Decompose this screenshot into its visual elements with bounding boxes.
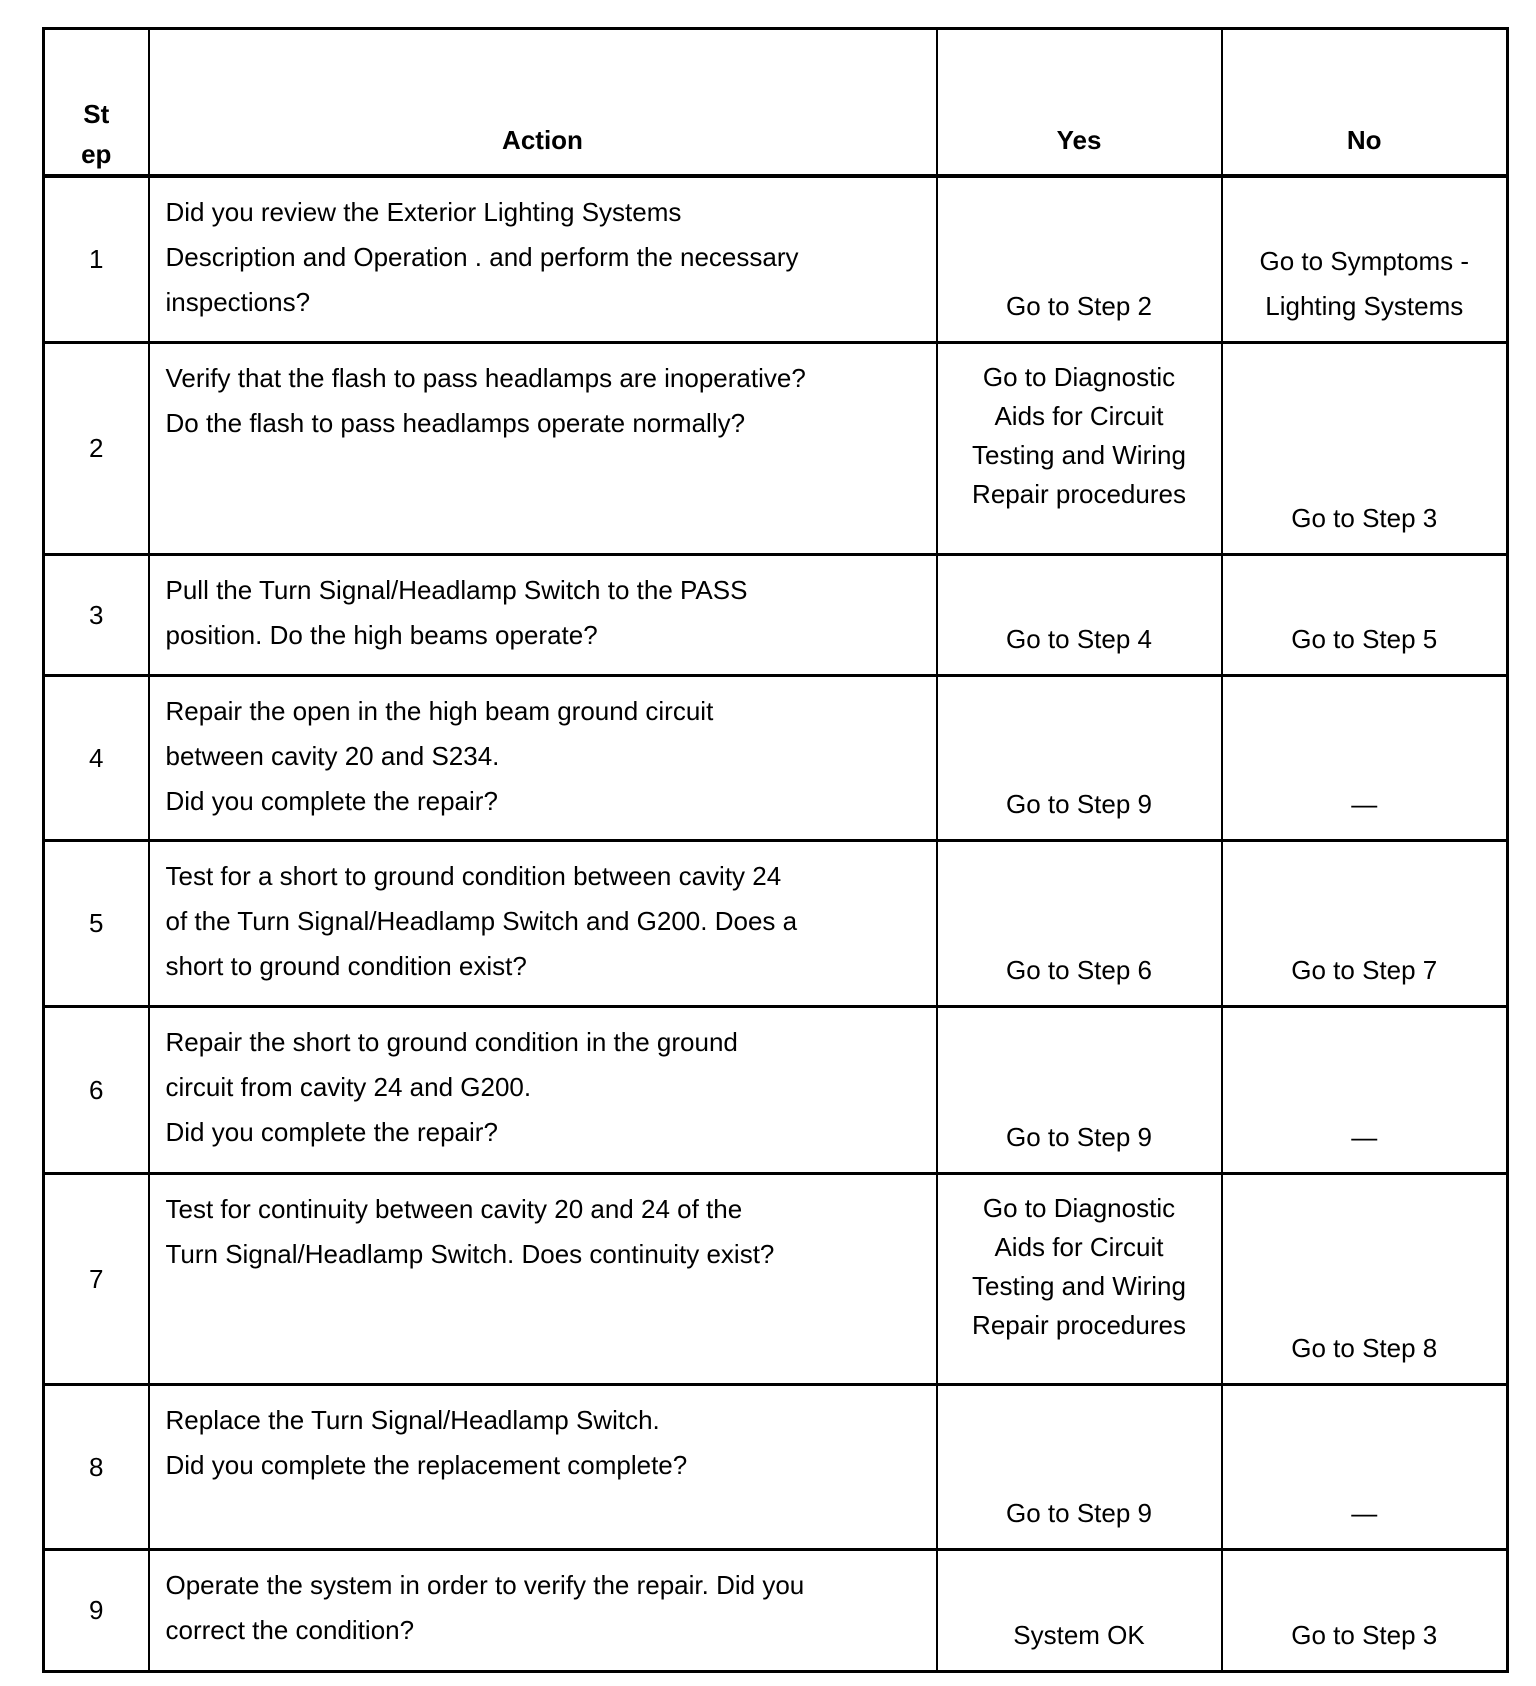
cell-no: Go to Step 3 bbox=[1222, 343, 1508, 555]
cell-yes: Go to Step 6 bbox=[937, 841, 1222, 1007]
cell-step: 2 bbox=[44, 343, 149, 555]
header-step: St ep bbox=[44, 29, 149, 176]
cell-yes: Go to Step 9 bbox=[937, 1385, 1222, 1550]
cell-no: — bbox=[1222, 1385, 1508, 1550]
table-row bbox=[44, 676, 1508, 841]
table-row bbox=[44, 555, 1508, 676]
table-header-row bbox=[44, 29, 1508, 176]
cell-step: 5 bbox=[44, 841, 149, 1007]
cell-yes: Go to Diagnostic Aids for Circuit Testing and Wiring Repair procedures bbox=[937, 343, 1222, 555]
cell-action: Pull the Turn Signal/Headlamp Switch to the PASS position. Do the high beams operate? bbox=[149, 555, 937, 676]
cell-step: 6 bbox=[44, 1007, 149, 1174]
cell-yes: Go to Step 2 bbox=[937, 176, 1222, 343]
cell-step: 8 bbox=[44, 1385, 149, 1550]
table-row bbox=[44, 1007, 1508, 1174]
cell-yes: Go to Step 9 bbox=[937, 1007, 1222, 1174]
cell-action: Test for a short to ground condition between cavity 24 of the Turn Signal/Headlamp Switch and G200. Does a short to ground condition exist? bbox=[149, 841, 937, 1007]
table-row bbox=[44, 1550, 1508, 1672]
cell-step: 4 bbox=[44, 676, 149, 841]
cell-step: 1 bbox=[44, 176, 149, 343]
cell-action: Replace the Turn Signal/Headlamp Switch. Did you complete the replacement complete? bbox=[149, 1385, 937, 1550]
cell-no: Go to Step 8 bbox=[1222, 1174, 1508, 1385]
cell-step: 7 bbox=[44, 1174, 149, 1385]
cell-yes: Go to Step 9 bbox=[937, 676, 1222, 841]
cell-step: 9 bbox=[44, 1550, 149, 1672]
table-row bbox=[44, 841, 1508, 1007]
cell-action: Repair the short to ground condition in the ground circuit from cavity 24 and G200. Did you complete the repair? bbox=[149, 1007, 937, 1174]
cell-no: Go to Step 7 bbox=[1222, 841, 1508, 1007]
table-row bbox=[44, 1174, 1508, 1385]
cell-no: Go to Step 3 bbox=[1222, 1550, 1508, 1672]
header-yes: Yes bbox=[937, 29, 1222, 176]
cell-step: 3 bbox=[44, 555, 149, 676]
cell-yes: Go to Diagnostic Aids for Circuit Testing and Wiring Repair procedures bbox=[937, 1174, 1222, 1385]
cell-action: Repair the open in the high beam ground circuit between cavity 20 and S234. Did you complete the repair? bbox=[149, 676, 937, 841]
cell-action: Verify that the flash to pass headlamps are inoperative? Do the flash to pass headlamps operate normally? bbox=[149, 343, 937, 555]
header-no: No bbox=[1222, 29, 1508, 176]
cell-yes: Go to Step 4 bbox=[937, 555, 1222, 676]
cell-action: Did you review the Exterior Lighting Systems Description and Operation . and perform the necessary inspections? bbox=[149, 176, 937, 343]
table-row bbox=[44, 1385, 1508, 1550]
cell-action: Test for continuity between cavity 20 and 24 of the Turn Signal/Headlamp Switch. Does continuity exist? bbox=[149, 1174, 937, 1385]
cell-yes: System OK bbox=[937, 1550, 1222, 1672]
cell-no: Go to Symptoms - Lighting Systems bbox=[1222, 176, 1508, 343]
cell-no: — bbox=[1222, 1007, 1508, 1174]
cell-action: Operate the system in order to verify the repair. Did you correct the condition? bbox=[149, 1550, 937, 1672]
table-row bbox=[44, 176, 1508, 343]
header-action: Action bbox=[149, 29, 937, 176]
table-row bbox=[44, 343, 1508, 555]
cell-no: — bbox=[1222, 676, 1508, 841]
diagnostic-table bbox=[42, 27, 1509, 1673]
cell-no: Go to Step 5 bbox=[1222, 555, 1508, 676]
